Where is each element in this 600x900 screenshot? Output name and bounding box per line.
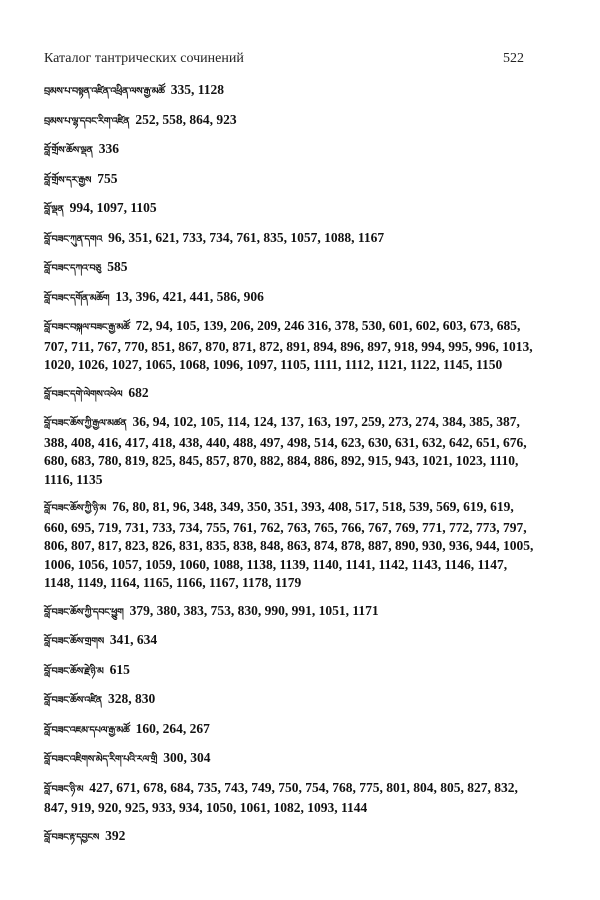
tibetan-name: བློ་ལྡན bbox=[44, 204, 64, 215]
reference-numbers: 585 bbox=[107, 259, 128, 274]
index-entry bbox=[44, 228, 534, 249]
reference-numbers: 300, 304 bbox=[163, 750, 211, 765]
index-entry bbox=[44, 139, 534, 160]
index-entry bbox=[44, 719, 534, 740]
reference-numbers: 379, 380, 383, 753, 830, 990, 991, 1051, 1171 bbox=[129, 602, 379, 618]
reference-numbers: 336 bbox=[98, 141, 119, 156]
index-entry bbox=[44, 287, 534, 308]
tibetan-name: བློ་གྲོས་དར་རྒྱས bbox=[44, 174, 92, 186]
tibetan-name: བྲམས་པ་བསྟན་འཛིན་འཕྲིན་ལས་རྒྱ་མཚོ bbox=[44, 86, 165, 97]
index-entry bbox=[44, 110, 534, 131]
tibetan-name: བློ་གྲོས་ཆོས་ལྡན bbox=[44, 145, 93, 156]
tibetan-name: བློ་བཟང་བསྐལ་བཟང་རྒྱ་མཚོ bbox=[44, 322, 130, 333]
running-title: Каталог тантрических сочинений bbox=[44, 51, 244, 66]
index-entry bbox=[44, 316, 534, 374]
reference-numbers: 328, 830 bbox=[107, 691, 156, 706]
index-entry bbox=[44, 169, 534, 190]
tibetan-name: བློ་བཟང་རྟ་དབྱངས bbox=[44, 831, 100, 843]
reference-numbers: 994, 1097, 1105 bbox=[69, 200, 157, 215]
reference-numbers: 755 bbox=[97, 170, 118, 186]
tibetan-name: བྲམས་པ་ལྷ་དབང་རིག་འཛིན bbox=[44, 115, 130, 127]
reference-numbers: 160, 264, 267 bbox=[135, 720, 210, 736]
index-entry bbox=[44, 497, 534, 592]
index-entry bbox=[44, 630, 534, 651]
tibetan-name: བློ་བཟང་ཆོས་ཀྱི་དབང་ཕྱུག bbox=[44, 606, 124, 618]
page-header bbox=[44, 51, 524, 67]
reference-numbers: 341, 634 bbox=[109, 632, 158, 647]
index-entry bbox=[44, 778, 534, 817]
index-entry bbox=[44, 601, 534, 622]
index-entry bbox=[44, 660, 534, 681]
tibetan-name: བློ་བཟང་འཇམ་དཔལ་རྒྱ་མཚོ bbox=[44, 724, 130, 736]
reference-numbers: 76, 80, 81, 96, 348, 349, 350, 351, 393, 408, 517, 518, 539, 569, 619, 619, 660, 695, 719, 731, 733, 734, 755, 761, 762, 763, 765, 766, 767, 769, 771, 772, 773, 797, 806, 807, 817, 823, 826, 831, 835, 838, 848, 863, 874, 878, 887, 890, 930, 936, 944, 1005, 1006, 1056, 1057, 1059, 1060, 1088, 1138, 1139, 1140, 1141, 1142, 1143, 1146, 1147, 1148, 1149, 1164, 1165, 1166, 1167, 1178, 1179 bbox=[44, 499, 534, 590]
index-entry bbox=[44, 383, 534, 404]
tibetan-name: བློ་བཟང་འཇིགས་མེད་རིག་པའི་རལ་གྲི bbox=[44, 754, 158, 765]
tibetan-name: བློ་བཟང་ཆོས་འཛིན bbox=[44, 695, 102, 706]
reference-numbers: 96, 351, 621, 733, 734, 761, 835, 1057, 1088, 1167 bbox=[108, 229, 385, 245]
reference-numbers: 13, 396, 421, 441, 586, 906 bbox=[115, 288, 264, 304]
reference-numbers: 335, 1128 bbox=[170, 82, 225, 97]
tibetan-name: བློ་བཟང་ཉི་མ bbox=[44, 783, 84, 795]
tibetan-name: བློ་བཟང་དཀའ་བཅུ bbox=[44, 263, 102, 274]
reference-numbers: 72, 94, 105, 139, 206, 209, 246 316, 378, 530, 601, 602, 603, 673, 685, 707, 711, 767, 770, 851, 867, 870, 871, 872, 891, 894, 896, 897, 918, 994, 995, 996, 1013, 1020, 1026, 1027, 1065, 1068, 1096, 1097, 1105, 1111, 1112, 1121, 1122, 1145, 1150 bbox=[44, 318, 533, 372]
reference-numbers: 36, 94, 102, 105, 114, 124, 137, 163, 197, 259, 273, 274, 384, 385, 387, 388, 408, 416, 417, 418, 438, 440, 488, 497, 498, 514, 623, 630, 631, 632, 642, 651, 676, 680, 683, 780, 819, 825, 845, 857, 870, 882, 884, 886, 892, 915, 943, 1021, 1023, 1110, 1116, 1135 bbox=[44, 414, 527, 487]
index-entry bbox=[44, 80, 534, 101]
index-entry bbox=[44, 257, 534, 278]
reference-numbers: 427, 671, 678, 684, 735, 743, 749, 750, 754, 768, 775, 801, 804, 805, 827, 832, 847, 919, 920, 925, 933, 934, 1050, 1061, 1082, 1093, 1144 bbox=[44, 779, 518, 815]
reference-numbers: 252, 558, 864, 923 bbox=[135, 111, 237, 127]
tibetan-name: བློ་བཟང་ཆོས་ཀྱི་ཉི་མ bbox=[44, 503, 107, 514]
index-entry bbox=[44, 826, 534, 847]
tibetan-name: བློ་བཟང་དགེ་ལེགས་འཕེལ bbox=[44, 388, 123, 400]
index-entry bbox=[44, 198, 534, 219]
index-entries bbox=[44, 80, 534, 855]
reference-numbers: 392 bbox=[105, 827, 126, 843]
index-entry bbox=[44, 412, 534, 488]
tibetan-name: བློ་བཟང་ཆོས་རྗེ་ཉི་མ bbox=[44, 665, 104, 677]
tibetan-name: བློ་བཟང་ཀུན་དགའ bbox=[44, 233, 103, 245]
page-number: 522 bbox=[503, 51, 524, 66]
reference-numbers: 682 bbox=[128, 384, 149, 400]
index-entry bbox=[44, 689, 534, 710]
tibetan-name: བློ་བཟང་ཆོས་གྲགས bbox=[44, 636, 104, 647]
tibetan-name: བློ་བཟང་ཆོས་ཀྱི་རྒྱལ་མཚན bbox=[44, 418, 127, 429]
reference-numbers: 615 bbox=[109, 661, 130, 677]
tibetan-name: བློ་བཟང་དགོན་མཆོག bbox=[44, 292, 110, 304]
index-entry bbox=[44, 748, 534, 769]
